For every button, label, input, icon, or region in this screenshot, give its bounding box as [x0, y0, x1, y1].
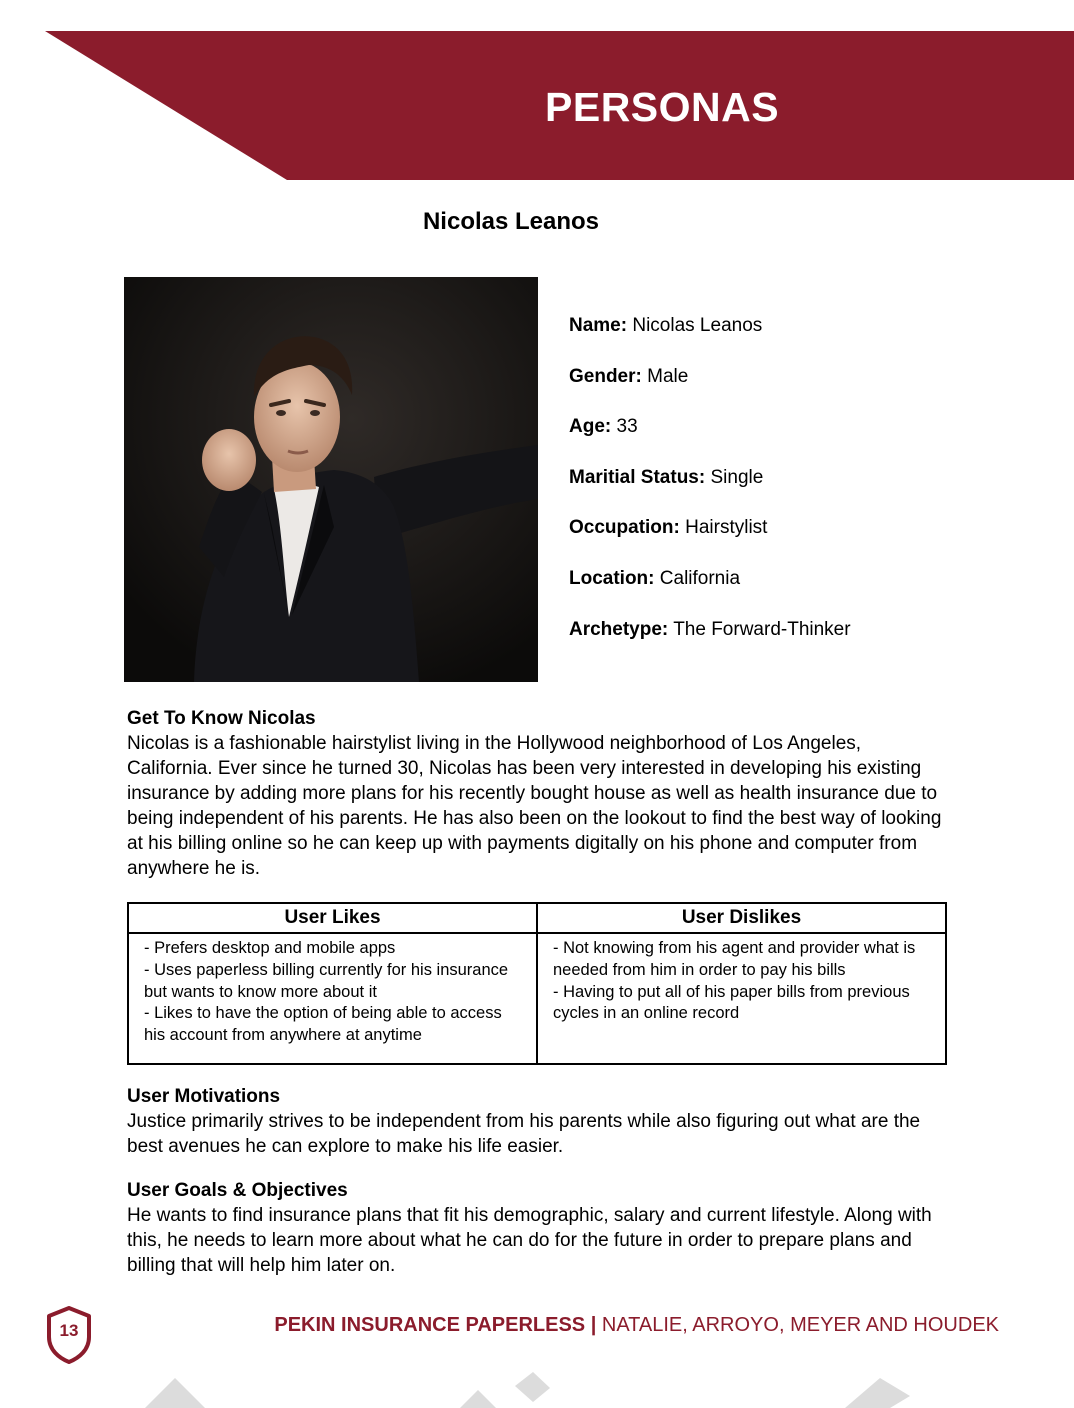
- dislikes-column: [536, 904, 945, 1063]
- footer-credits: [274, 1314, 999, 1337]
- fact-name: Name: Nicolas Leanos: [569, 315, 763, 336]
- fact-gender: Gender: Male: [569, 365, 689, 387]
- likes-list: [129, 934, 536, 1047]
- motivations-heading: User Motivations: [127, 1086, 281, 1107]
- footer-separator: |: [585, 1314, 602, 1336]
- likes-column: [129, 904, 536, 1063]
- list-item: - Likes to have the option of being able to access his account from anywhere at anytime: [144, 1004, 502, 1045]
- dislikes-header: User Dislikes: [538, 904, 945, 934]
- motivations-section: [127, 1085, 957, 1159]
- fact-location: Location: California: [569, 567, 741, 589]
- goals-body: He wants to find insurance plans that fit his demographic, salary and current lifestyle. Along with this, he needs to learn more about what he can do for the future in order to prepare plans and billing that will help him later on.: [127, 1205, 932, 1276]
- motivations-body: Justice primarily strives to be independent from his parents while also figuring out what are the best avenues he can explore to make his life easier.: [127, 1111, 921, 1157]
- list-item: - Not knowing from his agent and provider what is needed from him in order to pay his bills: [553, 939, 916, 979]
- persona-facts: [569, 313, 851, 667]
- page-number: 13: [59, 1321, 79, 1340]
- list-item: - Uses paperless billing currently for his insurance but wants to know more about it: [144, 960, 509, 1001]
- fact-marital-status: Maritial Status: Single: [569, 466, 764, 488]
- footer-decoration: [0, 1360, 1074, 1408]
- list-item: - Prefers desktop and mobile apps: [144, 939, 396, 957]
- fact-occupation: Occupation: Hairstylist: [569, 517, 768, 539]
- about-heading: Get To Know Nicolas: [127, 708, 316, 729]
- persona-name: Nicolas Leanos: [422, 208, 600, 235]
- fact-archetype: Archetype: The Forward-Thinker: [569, 618, 851, 640]
- fact-age: Age: 33: [569, 416, 638, 438]
- goals-section: [127, 1179, 957, 1278]
- dislikes-list: [538, 934, 945, 1025]
- likes-dislikes-table: [127, 902, 947, 1065]
- footer-authors: NATALIE, ARROYO, MEYER AND HOUDEK: [601, 1314, 999, 1336]
- about-body: Nicolas is a fashionable hairstylist living in the Hollywood neighborhood of Los Angeles, California. Ever since he turned 30, Nicolas has been very interested in developing his existing insurance by adding more plans for his recently bought house as well as health insurance due to being independent of his parents. He has also been on the lookout to find the best way of looking at his billing online so he can keep up with payments digitally on his phone and computer from anywhere he is.: [127, 733, 942, 879]
- goals-heading: User Goals & Objectives: [127, 1180, 348, 1201]
- likes-header: User Likes: [129, 904, 536, 934]
- persona-photo: [124, 277, 538, 682]
- page-title: PERSONAS: [545, 84, 780, 130]
- list-item: - Having to put all of his paper bills from previous cycles in an online record: [553, 982, 910, 1023]
- header-banner: [0, 0, 1074, 190]
- footer-project: PEKIN INSURANCE PAPERLESS: [274, 1314, 586, 1336]
- about-section: [127, 707, 957, 881]
